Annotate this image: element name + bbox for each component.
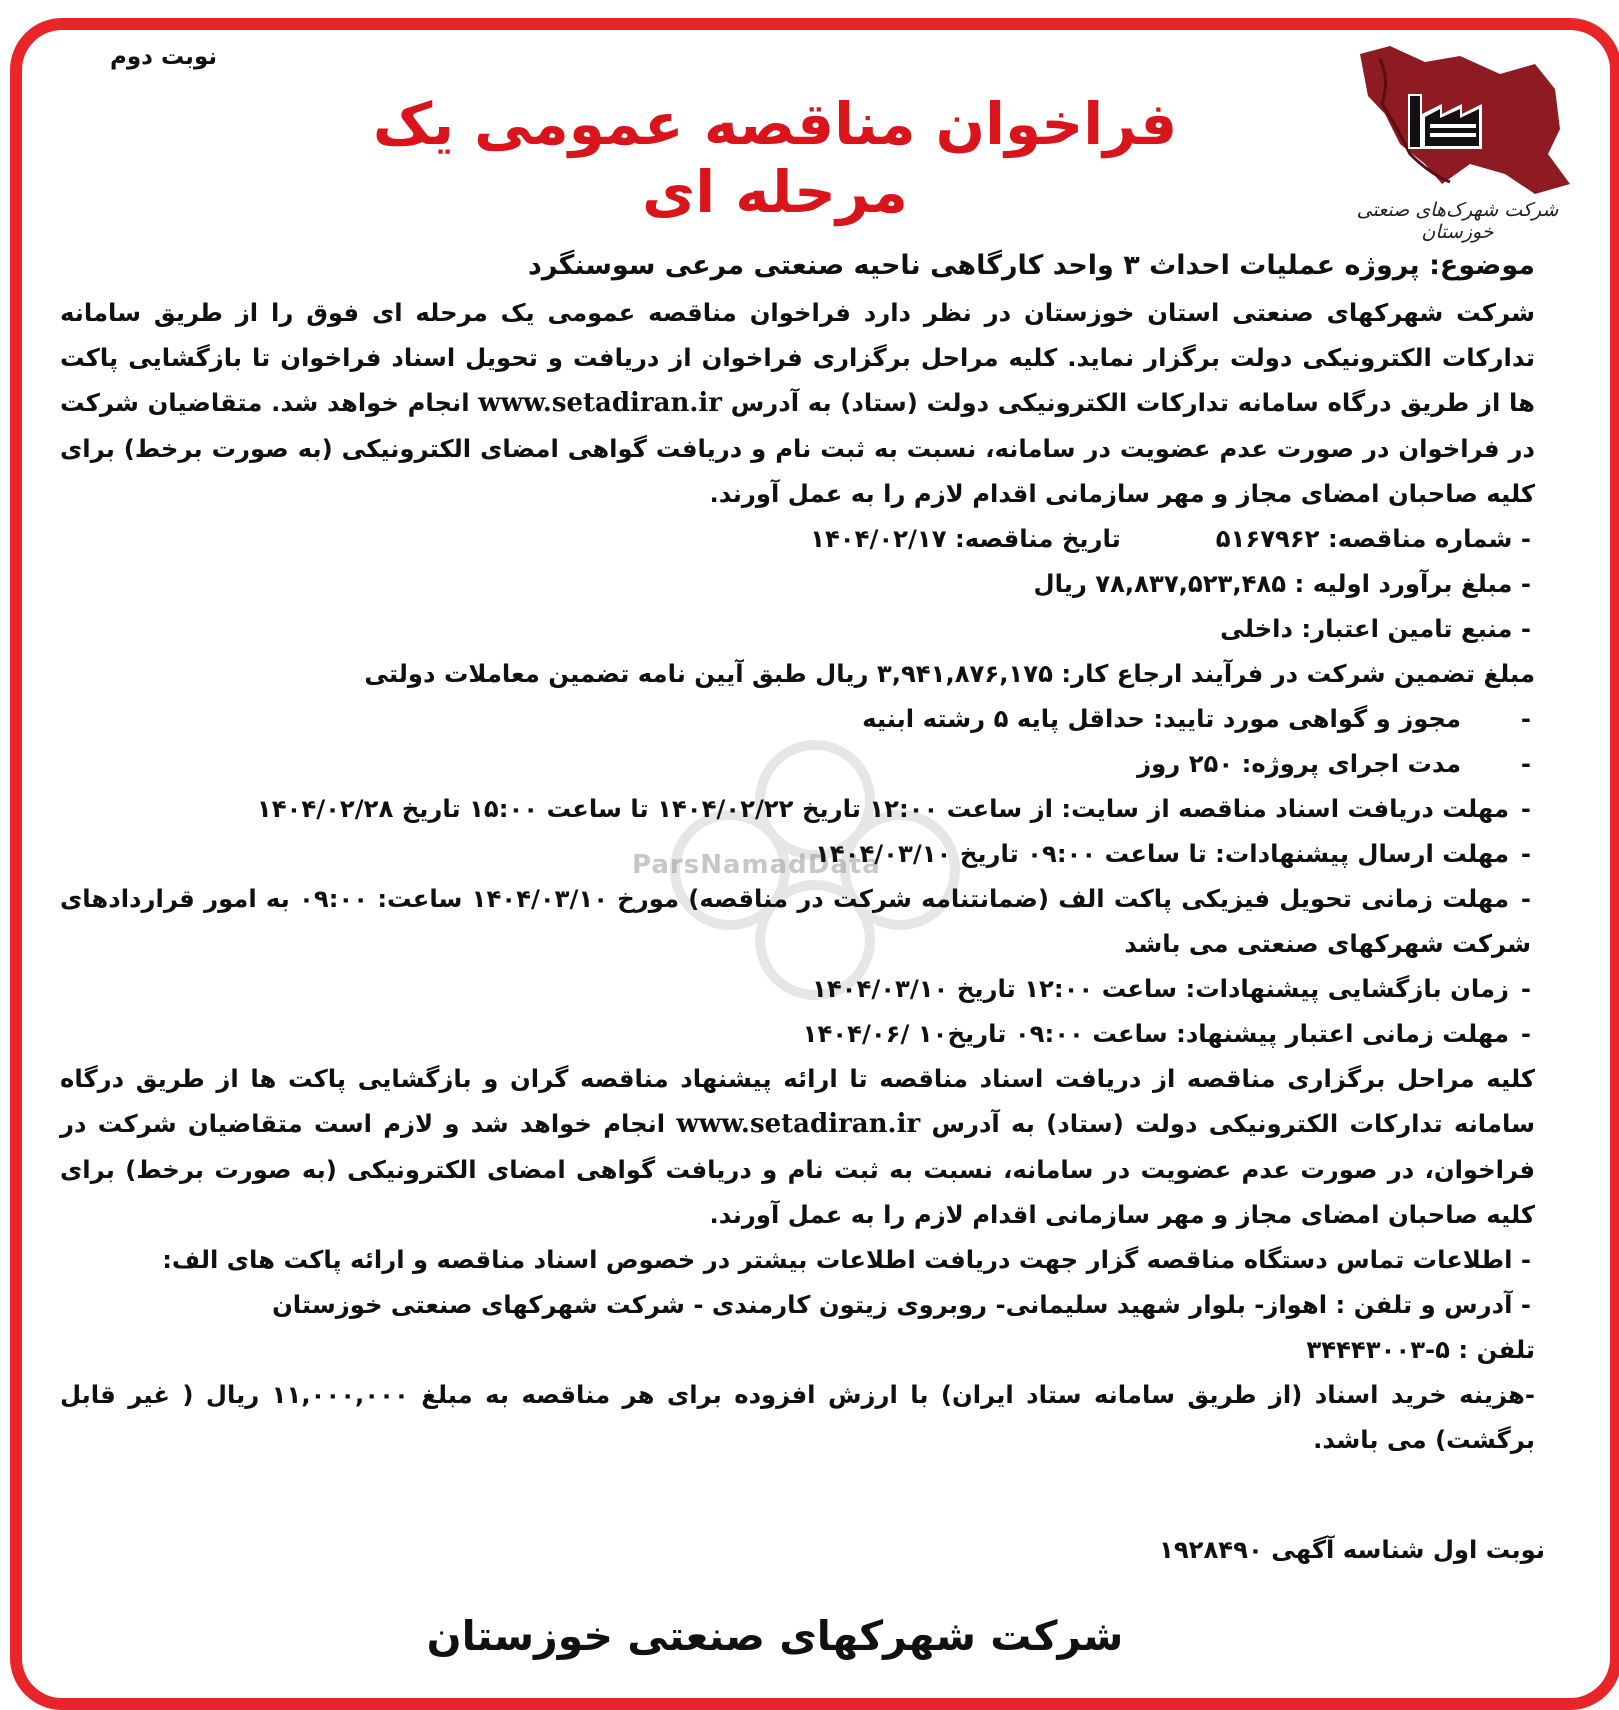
validity-row: -مهلت زمانی اعتبار پیشنهاد: ساعت ۰۹:۰۰ تاریخ۱۰ /۱۴۰۴/۰۶: [802, 1019, 1531, 1048]
phone-row: تلفن : ۵-۳۴۴۴۳۰۰۳: [1306, 1335, 1535, 1364]
estimate-row: - مبلغ برآورد اولیه : ۷۸,۸۳۷,۵۲۳,۴۸۵ ریال: [1033, 569, 1531, 598]
intro-paragraph: [60, 290, 1535, 516]
logo-caption: شرکت شهرک‌های صنعتی خوزستان: [1356, 199, 1559, 243]
intro-text-2: انجام خواهد شد. متقاضیان شرکت در فراخوان در صورت عدم عضویت در سامانه، نسبت به ثبت نام و دریافت گواهی امضای الکترونیکی (به صورت برخط) برای کلیه صاحبان امضای مجاز و مهر سازمانی اقدام لازم را به عمل آورند.: [60, 388, 1535, 508]
offer-deadline-row: -مهلت ارسال پیشنهادات: تا ساعت ۰۹:۰۰ تاریخ ۱۴۰۴/۰۳/۱۰: [814, 839, 1531, 868]
ad-id: نوبت اول شناسه آگهی ۱۹۲۸۴۹۰: [1158, 1535, 1545, 1564]
opening-time-row: -زمان بازگشایی پیشنهادات: ساعت ۱۲:۰۰ تاریخ ۱۴۰۴/۰۳/۱۰: [812, 974, 1531, 1003]
page-title: فراخوان مناقصه عمومی یک مرحله ای: [372, 90, 1178, 226]
website-link[interactable]: www.setadiran.ir: [478, 388, 722, 418]
website-link-2[interactable]: www.setadiran.ir: [676, 1109, 921, 1139]
duration-row: -مدت اجرای پروژه: ۲۵۰ روز: [1137, 749, 1531, 778]
stages-paragraph: کلیه مراحل برگزاری مناقصه از دریافت اسناد مناقصه تا ارائه پیشنهاد مناقصه گران و بازگشایی پاکت ها از طریق درگاه سامانه تدارکات الکترونیکی دولت (ستاد) به آدرس www.setadiran.ir انجام خواهد شد و لازم است متقاضیان شرکت در فراخوان، در صورت عدم عضویت در سامانه، نسبت به ثبت نام و دریافت گواهی امضای الکترونیکی (به صورت برخط) برای کلیه صاحبان امضای مجاز و مهر سازمانی اقدام لازم را به عمل آورند.: [60, 1064, 1535, 1229]
round-label: نوبت دوم: [110, 44, 218, 70]
guarantee-row: مبلغ تضمین شرکت در فرآیند ارجاع کار: ۳,۹۴۱,۸۷۶,۱۷۵ ریال طبق آیین نامه تضمین معاملات دولتی: [364, 659, 1535, 688]
docs-deadline-row: -مهلت دریافت اسناد مناقصه از سایت: از ساعت ۱۲:۰۰ تاریخ ۱۴۰۴/۰۲/۲۲ تا ساعت ۱۵:۰۰ تاریخ ۱۴۰۴/۰۲/۲۸: [256, 794, 1531, 823]
contact-info-row: - اطلاعات تماس دستگاه مناقصه گزار جهت دریافت اطلاعات بیشتر در خصوص اسناد مناقصه و ارائه پاکت های الف:: [162, 1245, 1531, 1274]
license-row: -مجوز و گواهی مورد تایید: حداقل پایه ۵ رشته ابنیه: [862, 704, 1531, 733]
tender-date: تاریخ مناقصه: ۱۴۰۴/۰۲/۱۷: [810, 524, 1121, 553]
cost-row: -هزینه خرید اسناد (از طریق سامانه ستاد ایران) با ارزش افزوده برای هر مناقصه به مبلغ ۱۱,۰۰۰,۰۰۰ ریال ( غیر قابل برگشت) می باشد.: [60, 1380, 1535, 1454]
subject-line: موضوع: پروژه عملیات احداث ۳ واحد کارگاهی ناحیه صنعتی مرعی سوسنگرد: [527, 250, 1535, 281]
address-row: - آدرس و تلفن : اهواز- بلوار شهید سلیمانی- روبروی زیتون کارمندی - شرکت شهرکهای صنعتی خوزستان: [272, 1290, 1531, 1319]
funding-row: - منبع تامین اعتبار: داخلی: [1220, 614, 1531, 643]
watermark-brand: ParsNamadData: [632, 850, 881, 880]
physical-delivery-row: -مهلت زمانی تحویل فیزیکی پاکت الف (ضمانتنامه شرکت در مناقصه) مورخ ۱۴۰۴/۰۳/۱۰ ساعت: ۰۹:۰۰ به امور قراردادهای شرکت شهرکهای صنعتی می باشد: [60, 884, 1531, 958]
notice-body: [60, 243, 1535, 1462]
company-name-footer: شرکت شهرکهای صنعتی خوزستان: [426, 1612, 1124, 1660]
intro-text-1: شرکت شهرکهای صنعتی استان خوزستان در نظر دارد فراخوان مناقصه عمومی یک مرحله ای فوق را از طریق سامانه تدارکات الکترونیکی دولت برگزار نماید. کلیه مراحل برگزاری فراخوان از دریافت و تحویل اسناد فراخوان تا بازگشایی پاکت ها از طریق درگاه سامانه تدارکات الکترونیکی دولت (ستاد) به آدرس: [60, 298, 1535, 417]
tender-number: - شماره مناقصه: ۵۱۶۷۹۶۲: [1215, 524, 1531, 553]
tender-number-row: [60, 516, 1535, 561]
iran-map-factory-icon: [1330, 34, 1585, 214]
company-logo: [1330, 34, 1585, 249]
